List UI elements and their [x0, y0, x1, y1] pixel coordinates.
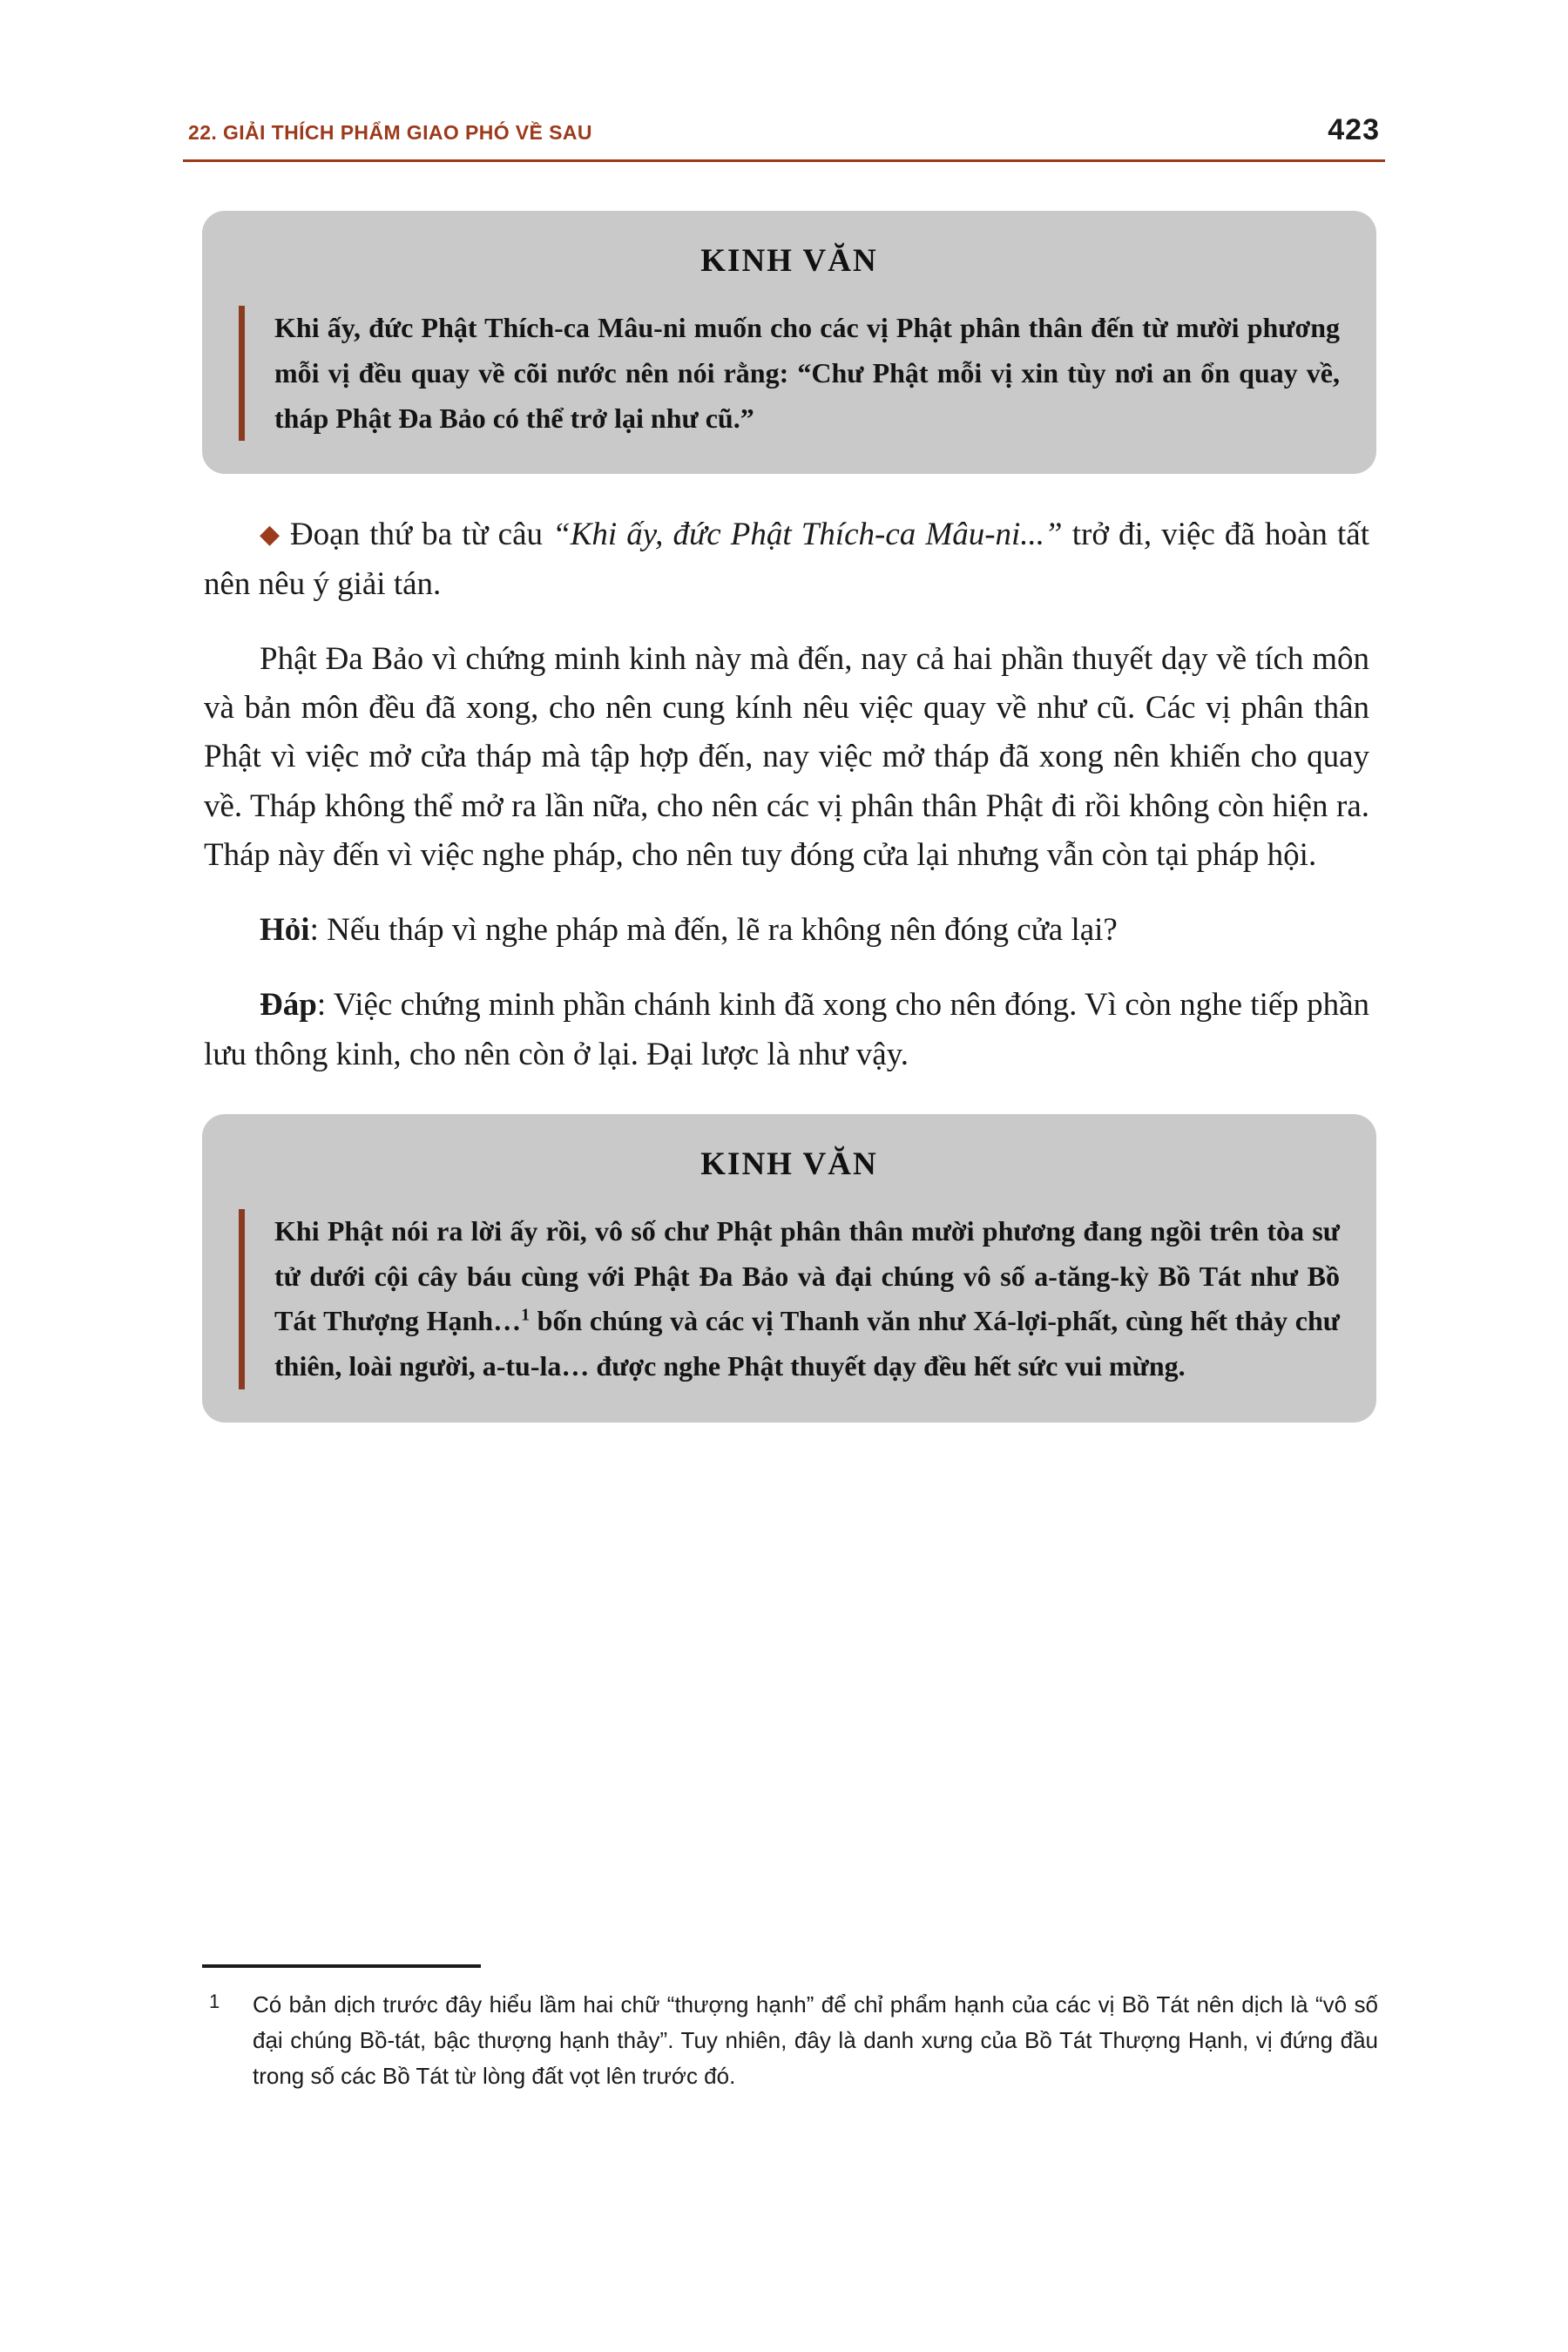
page-number: 423: [1328, 113, 1380, 146]
sutra-text-2-part1: Khi Phật nói ra lời ấy rồi, vô số chư Phật phân thân mười phương đang ngồi trên tòa sư tử dưới cội cây báu cùng với Phật Đa Bảo và đại chúng vô số a-tăng-kỳ Bồ Tát như Bồ Tát Thượng Hạnh…: [274, 1214, 1340, 1337]
footnote-marker: 1: [209, 1990, 220, 2012]
sutra-text-2: [239, 1209, 1340, 1389]
footnote-reference[interactable]: 1: [521, 1305, 530, 1325]
page-content: [183, 113, 1385, 1423]
chapter-title: 22. GIẢI THÍCH PHẨM GIAO PHÓ VỀ SAU: [188, 121, 592, 144]
sutra-text-2-part2: bốn chúng và các vị Thanh văn như Xá-lợi-phất, cùng hết thảy chư thiên, loài người, a-tu-la… được nghe Phật thuyết dạy đều hết sức vui mừng.: [274, 1305, 1341, 1382]
footnote-text: Có bản dịch trước đây hiểu lầm hai chữ “thượng hạnh” để chỉ phẩm hạnh của các vị Bồ Tát nên dịch là “vô số đại chúng Bồ-tát, bậc thượng hạnh thảy”. Tuy nhiên, đây là danh xưng của Bồ Tát Thượng Hạnh, vị đứng đầu trong số các Bồ Tát từ lòng đất vọt lên trước đó.: [253, 1991, 1378, 2090]
paragraph-answer: [204, 981, 1369, 1078]
paragraph-question: [204, 906, 1369, 955]
question-label: Hỏi: [260, 912, 310, 949]
paragraph-quote-italic: “Khi ấy, đức Phật Thích-ca Mâu-ni...”: [552, 517, 1063, 553]
header-rule: [183, 159, 1385, 162]
running-head: [183, 113, 1385, 159]
diamond-bullet-icon: ◆: [260, 520, 281, 550]
answer-label: Đáp: [260, 987, 317, 1024]
sutra-heading: KINH VĂN: [700, 243, 878, 279]
footnote-area: [202, 1964, 1378, 2094]
paragraph-lead-text: Đoạn thứ ba từ câu: [289, 517, 553, 553]
paragraph-bullet: [204, 510, 1369, 608]
footnote-item: [202, 1987, 1378, 2094]
sutra-text: Khi ấy, đức Phật Thích-ca Mâu-ni muốn cho các vị Phật phân thân đến từ mười phương mỗi vị đều quay về cõi nước nên nói rằng: “Chư Phật mỗi vị xin tùy nơi an ổn quay về, tháp Phật Đa Bảo có thể trở lại như cũ.”: [239, 306, 1340, 441]
answer-text: : Việc chứng minh phần chánh kinh đã xong cho nên đóng. Vì còn nghe tiếp phần lưu thông kinh, cho nên còn ở lại. Đại lược là như vậy.: [204, 987, 1369, 1072]
paragraph-main: Phật Đa Bảo vì chứng minh kinh này mà đến, nay cả hai phần thuyết dạy về tích môn và bản môn đều đã xong, cho nên cung kính nêu việc quay về như cũ. Các vị phân thân Phật vì việc mở cửa tháp mà tập hợp đến, nay việc mở tháp đã xong nên khiến cho quay về. Tháp không thể mở ra lần nữa, cho nên các vị phân thân Phật đi rồi không còn hiện ra. Tháp này đến vì việc nghe pháp, cho nên tuy đóng cửa lại nhưng vẫn còn tại pháp hội.: [204, 640, 1369, 873]
sutra-box-2: [202, 1114, 1376, 1423]
paragraph-tail-text: trở đi, việc đã hoàn tất nên nêu ý giải tán.: [204, 517, 1369, 602]
question-text: : Nếu tháp vì nghe pháp mà đến, lẽ ra không nên đóng cửa lại?: [309, 912, 1118, 949]
footnote-separator: [202, 1964, 481, 1968]
sutra-box-1: [202, 211, 1376, 474]
sutra-heading-2: KINH VĂN: [700, 1146, 878, 1182]
